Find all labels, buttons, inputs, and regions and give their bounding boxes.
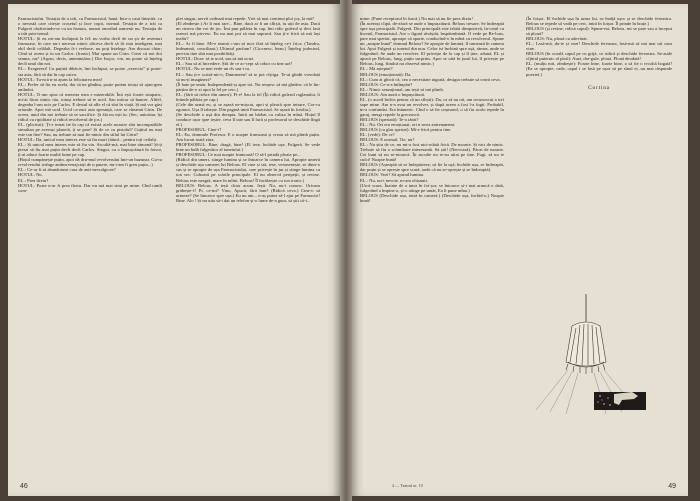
paragraph: HOTUL: Doar: să te ucid, sau să mă ucizi. [176, 56, 255, 62]
paragraph: (Urcă scara. Înainte de a intra în foi-șor, se întoarce și-i mai aruncă o dată, fulgerând a împins-o, și-o atinge pe umăr, Ea îi pune mîna.) [360, 182, 504, 193]
paragraph: EL: Eu, domnule Profesor. E o noapte frumoasă și vreau să mă plimb puțin. Am lucrat toată ziua. [176, 132, 320, 143]
curtain-heading: Cortina [588, 84, 610, 91]
left-page [8, 4, 340, 496]
page-number-left: 46 [20, 483, 28, 490]
paragraph: EL.: Prefer să fiu eu acela, dar să ne gîndim, poate putem totuși să ajun-gem amîndoi. [18, 81, 162, 92]
paragraph: EL.: Nu. Ori era emoționat, ori n-avea antrenament. [360, 121, 456, 127]
paragraph: BELOUS: Ce-a-a întîmplat? [360, 81, 413, 87]
lampshade-icon [566, 322, 606, 374]
paragraph: (Cele din urmă eu, și se așază ne-mișcat, apoi și pleacă spre intrare, Cor-ca zgomot. Ușa îl izbește. Din pagină intră Farmacistul. Se așază în fotoliu.) [176, 101, 320, 112]
lamp-illustration [528, 292, 664, 422]
right-page [352, 4, 688, 496]
paragraph: HOTUL: Ti-am spus că meseria mea e mizerabilă. Îmi ești foarte simpatic, mi-ai făcut nimic rău, totuși trebuie să te ucid. Sau măcar să bancer. Altfel, degeaba l-am ucis pe Carlos. E destul să afle el că sînt în viață. Și mă vor găsi oriunde. Apoi mă ucid. Ucid ca-zuri asta speranță, care se cheamă Cirin. De aceea, unul din noi trebuie să se sacrifice. Și ăla nu ești tu. (Sec, autoritar, își ridică cu ripiditate și ridică revolverul de jos.) [18, 91, 162, 122]
paragraph: BELOUS (și revine, ridică capul): Spune-mi, Belous, mi se pare sau a început să plouă? [526, 26, 672, 37]
paragraph: BELOUS (cu glas speriat): Mi-e frică pentru tine. [360, 127, 452, 133]
paragraph: (Îl bate pe umăr. Independentă-și apre tot. Nu reușesc să mă gîndesc că le îm-părțim de-o zi apoi la fel pe cerc.) [176, 81, 320, 92]
paragraph: (Se deschide o ușă din dreapta. Intră un bărbat cu valiza în mînă. Hoțul îl conduce ușor spre ieșire, ceva îl taie sau îl fură și profesorul se deschide lîngă el.) [176, 111, 320, 127]
paragraph: EL.: Sau ți-e scrisă-ntr-o, Dumnezeu! să te pot cîștiga. Te-ai gîndit vreodată să nu-ți imaginezi? [176, 71, 320, 82]
left-column-1 [18, 16, 162, 193]
paragraph: (Hoțul cumpănește puțin, apoi dă dru-mul revolverului într-un buzunar. Gu-ra revolverului strînge amînsrvenajciați de n putere, nu-i-am fi greu puțin...) [18, 157, 162, 168]
paragraph: EL.: Prea tîrziu? [18, 177, 49, 183]
paragraph: HOTUL: Da, unicul meu interes este să fiu mort (tăind... pentru toți ceilalți. [18, 137, 158, 143]
paragraph: BELOUS: Vezi? Să aprind lumina. [360, 172, 425, 178]
paragraph: (În foișor. El închide ușa în urma lui, se înalță ușor și se deschide fereastra. Belous se repede să vadă pe cerc, intră în foișor. Îl prinde în brațe.) [526, 16, 672, 27]
paragraph: EL.: Nu, nu-i nevoie, m-am obișnuit. [360, 177, 429, 183]
paragraph: EL.: Nimic senzațional, am ieșit să mă plimb. [360, 86, 444, 92]
paragraph: BELOUS (speriată): Te-a rănit? [360, 116, 419, 122]
paragraph: EL. (o acord închis pentru că un sfîrșit): Da, ca să nu uit, am recunoscut a trei sape mine. Am n-a avut un revolver, și după aceea a fost l-a fugit. Probabil, m-a confundat. Era întuneric. Cînd o să fie coșmarul, o să fiu acolo repede în garaj, mergi repede la grecească. [360, 96, 504, 117]
paragraph: PROFESORUL: Ce mai noapte frumoasă! O să-l prindă ploaia pe... [176, 152, 301, 158]
paragraph: EL.: Și unicul meu interes este să fiu viu. Ascultă-mă, mai bine rămonă! Și-ți pierzi să fiu mai puțin decît decît Carlos. Singur, cu o împușcătură în foisor, ți-ai aduce foarte multă lume pe cap. [18, 142, 162, 158]
paragraph: BELOUS: Am auzit o împușcătură. [360, 91, 426, 97]
paragraph: PROFESORUL: Bine, dragă, bine! (El iese, închide ușa. Fulgeră. Se vede bine un bulb fulgerător al tunetului.) [176, 142, 320, 153]
paragraph: Farmacistului. Testația de a trăi, ca Farmacistul, hană. Into-o casă liniștită, cu o nevastă care citește croșetul și face copii, normal. Testația de a trăi ca Fulgeră căsătorindu-se cu un frumos, numai omorînd oamenii nu. Testația de a trăi prin-trenul. [18, 16, 162, 37]
paragraph: EL.: Ar fi bine. Mi-e teamă c-am să mor fără să înțeleg ce-i frica. (Tandru, îndeamnă, conciliant.) Ultimul parfum? (Ciocnesc, beau.) Înțeleg judecind, pen-tru tine sînt mai posibilități. [176, 41, 320, 57]
paragraph: HOTUL: Nu se mai vede un rîs sau-i ru. [176, 66, 251, 72]
left-column-2 [176, 16, 320, 203]
paragraph: HOTUL: Poate n-ar fi prea tîrziu. Dar nu mă mai simt pe mine. Cînd ramîi com- [18, 182, 162, 193]
paragraph: HOTUL: Nu. [18, 172, 43, 178]
paragraph: BELOUS: Belous. A ieșit chiar acum. Ieșit. Nu, nu-i cunosc. Oricum grăbește-i? Pi, ce-mi? Vino, Apucă, fără bun? (Ridică ceva.) Cine-o să urmeze? (Se întoarce spre ușa.) Eu nu am... n-aș putea să-l ajut pe Farmacist! Bine. Alo ! Și nu uita să-i dai un telefon și-o lume de-a gura, să știi că-i... [176, 182, 320, 203]
paragraph: EL. (vede): De ce? [360, 132, 395, 138]
paragraph: EL.: Lasă-mă, du-te și vezi! Deschide fereastra, lasă-mă să mă mai uit cum vine. [526, 41, 672, 52]
paragraph: EL.: Nu știu de ce, nu mi-a fost nici-odată frică. De moarte. Și nici de nimic. Trebuie să fiu o schimbare interesantă. Să știi! (Nervoasă). Păcat de moarte. Cei buni să nu se-ntoarcă. Îți asculte nu te-au uitat pe tine. Fugi, să nu te culci! Noapte bună! [360, 142, 504, 163]
paragraph: BELOUS (emoționată): Da. [360, 71, 412, 77]
revolver-icon [594, 392, 646, 410]
paragraph: plet singur, nervii cedează mai repede. Vrei să mai continui ploi joș, la mă? [176, 16, 314, 21]
right-column-1 [360, 16, 504, 203]
paragraph: BELOUS: Nu, plouă cu adevărat. [526, 36, 588, 42]
paragraph: EL. (plictisit): Ți-e intrat tie în cap că există acele noastre sînt incompatibile simultan pe aceeași planetă, ți se pare! Și de ce cu pistolul? Cuțitul nu mai este ton fine? Sau, nu trebuie să mai fie nimic din stilul lui Cirin? [18, 121, 162, 138]
paragraph: (În aceeași clipă, de-afară se aude o împușcătură. Belous tresare. Se îndreaptă spre ușa principală. Fulgeră. Din principală este izbită dimpotrivă, în-cetul cu încetul, Farmacistul. Are o figură răvășită, înspăimîntată. O vede pe Be-lous, pare mai speriat, aproape că sparie, conducînd-o în mînă cu revolverul. Spune un „noapte bună” domnul Belous? Se apropie de lumină, îl urmează în camera lui. Apoi Fulgeră și tunetul din nou. Celor isi închină spre ușă, rămas, unde se fulgerând: Se aude un revolver. El privește de la cap și îl ține, adună, EL și apucă pe Belous, lung, puțin surprins. Apoi se uită în jurul lui, îl privește pe Belous, lung, fiindcă nu observă nimic.) [360, 21, 505, 67]
paragraph: (El zîmbește.) Ar fi mai tare... Bine, dacă ar fi un sfîrșit, tu uiți de asta. Dacă un cineva din voi de joc. Îmi pun pălăria în cap, îmi ridic gulerul și deci lasă rareori mă privesc. Eu nu mai pot să mai supravă. Sau ți-e frică să mă lași teafăr? [176, 21, 320, 42]
paragraph: BELOUS (în scoală capul pe cu grijă, ce ridică și deschide fereastra. Se-aude vîjiitul puternic al ploii): Auzi, dra-gule, plouă. Plouă deodată! [526, 51, 672, 62]
paragraph: EL.: Cum ai ghicit că, cea o necesitate ingrată, desigur trebuie să ceară ceva. [360, 76, 501, 82]
paragraph: HOTUL: Tu-ncă n-ai ajuns la felicitarea mea! [18, 76, 103, 82]
paragraph: EL.: Exagerezi! Cu puțină dibăcie, îmi închipui, se poate „exercita” și prote-sta asta, fără să dai în cap cuiva. [18, 66, 162, 77]
paragraph: EL.: Mă așteptai? [360, 66, 393, 72]
paragraph: EL.: Sau să ai încredere. Știi de ce ac-cept să cobor cu tine azi? [176, 61, 293, 67]
paragraph: BELOUS (Așteaptă să se îndepărteze, să fie la ușă, închide ușa, se îndreaptă, dar puțin și se oprește spre scară, aude că nu se-oprește și se îndreaptă). [360, 162, 504, 173]
paragraph: BELOUS: E normal. Tie, nu? [360, 137, 415, 143]
paragraph: EL.: Ce-ar fi să abandonezi cura de anti-nevralgiceе? [18, 167, 116, 173]
running-footer: 4 — Teatrul nr. 10 [392, 483, 423, 488]
paragraph: HOTUL: Și eu mi-am închipuit la fel: nu vorba decît de un șir de aventuri frumoase, în care nu-i necesar nimic altceva decît să fii mai inteligent, mai abil decît celălalt. Degeaba fi-i verbose, nu poți întelege. Am discuat chiar; Cînd să avem și tu un Carlos. (fronic) Mai spune un Cirin. Crezi că noi doi seama, nu? (Așpru, decis, amenințător.) Din Isojor, vin, nu poate să înțeleg decît unul din noi. [18, 36, 162, 67]
right-column-2 [526, 16, 672, 95]
paragraph: EL. (mulțu mit, zîmbește): Foarte bine, foarte bine, o să fie o recoltă bogată! (Ea se apropie, cade, capul i se lasă pe ușor să pe sînul ei, nu mai răspunde poeziei.) [526, 61, 672, 77]
paragraph: mine. (Pune receptorul în furcă.) Nu mai să nu fie prea tîrziu! [360, 16, 473, 21]
paragraph: BELOUS (Deschide ușa, intră în cameră.) (Deschide ușa, închid-o.) Noapte bună! [360, 192, 504, 203]
paragraph: (Ridică din umeri, stinge lumina și se întoarce în camera lui. Apropie umerii și deschide ușa camerei lui Belous. El vine și stă, iese, veronenește, se dintr-o sus și se apropie de ușa Farmacistului, care privește în jur și stinge lumina cu ton sec: Coboară pe scările principale. El nu observă peripeții, și revine. Belous este neagră, mare în mîini. Belous! Îl încălzește cu ton ironic.) [176, 157, 320, 183]
page-number-right: 49 [668, 483, 676, 490]
paragraph: PROFESORUL: Cine-i? [176, 127, 222, 133]
paragraph: EL. (fără să ridice din umeri): Fi-e! Sau la fel (Îți ridică gulerul raglanului, îi întinde pălăria pe cap.) [176, 91, 320, 102]
book-gutter [340, 0, 352, 501]
